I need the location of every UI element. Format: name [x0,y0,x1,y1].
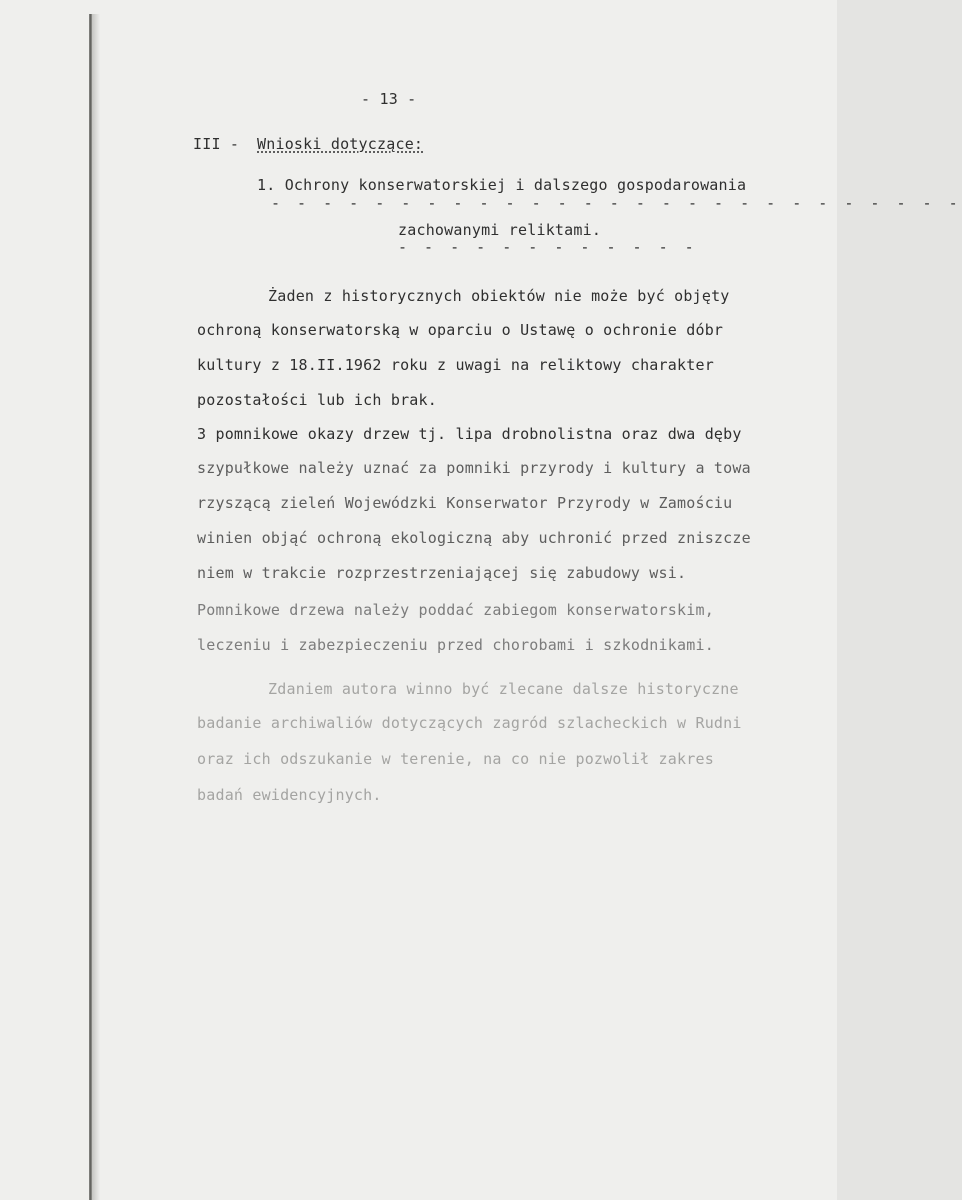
paragraph-2-line-5: niem w trakcie rozprzestrzeniającej się zabudowy wsi. [197,564,687,582]
paragraph-1-line-4: pozostałości lub ich brak. [197,391,437,409]
binding-shadow [92,14,100,1200]
subsection-title-line-2: zachowanymi reliktami. [398,221,602,239]
paragraph-3-line-2: leczeniu i zabezpieczeniu przed chorobami i szkodnikami. [197,636,714,654]
subsection-dash-line-1: - - - - - - - - - - - - - - - - - - - - - - - - - - - [271,194,962,212]
subsection-title-line-1: 1. Ochrony konserwatorskiej i dalszego gospodarowania [257,176,747,194]
paragraph-1-line-1: Żaden z historycznych obiektów nie może być objęty [268,287,730,305]
section-title: Wnioski dotyczące: [257,135,424,153]
paragraph-1-line-2: ochroną konserwatorską w oparciu o Ustawę o ochronie dóbr [197,321,724,339]
paragraph-3-line-1: Pomnikowe drzewa należy poddać zabiegom konserwatorskim, [197,601,714,619]
paragraph-4-line-2: badanie archiwaliów dotyczących zagród szlacheckich w Rudni [197,714,742,732]
page-number: - 13 - [361,90,417,108]
paragraph-4-line-3: oraz ich odszukanie w terenie, na co nie pozwolił zakres [197,750,714,768]
paragraph-4-line-1: Zdaniem autora winno być zlecane dalsze historyczne [268,680,739,698]
paragraph-2-line-4: winien objąć ochroną ekologiczną aby uchronić przed zniszcze [197,529,751,547]
section-numeral: III - [193,135,240,153]
subsection-dash-line-2: - - - - - - - - - - - - [398,238,698,256]
paragraph-2-line-1: 3 pomnikowe okazy drzew tj. lipa drobnolistna oraz dwa dęby [197,425,742,443]
paragraph-4-line-4: badań ewidencyjnych. [197,786,382,804]
paragraph-1-line-3: kultury z 18.II.1962 roku z uwagi na reliktowy charakter [197,356,714,374]
paragraph-2-line-2: szypułkowe należy uznać za pomniki przyrody i kultury a towa [197,459,751,477]
paragraph-2-line-3: rzyszącą zieleń Wojewódzki Konserwator Przyrody w Zamościu [197,494,733,512]
